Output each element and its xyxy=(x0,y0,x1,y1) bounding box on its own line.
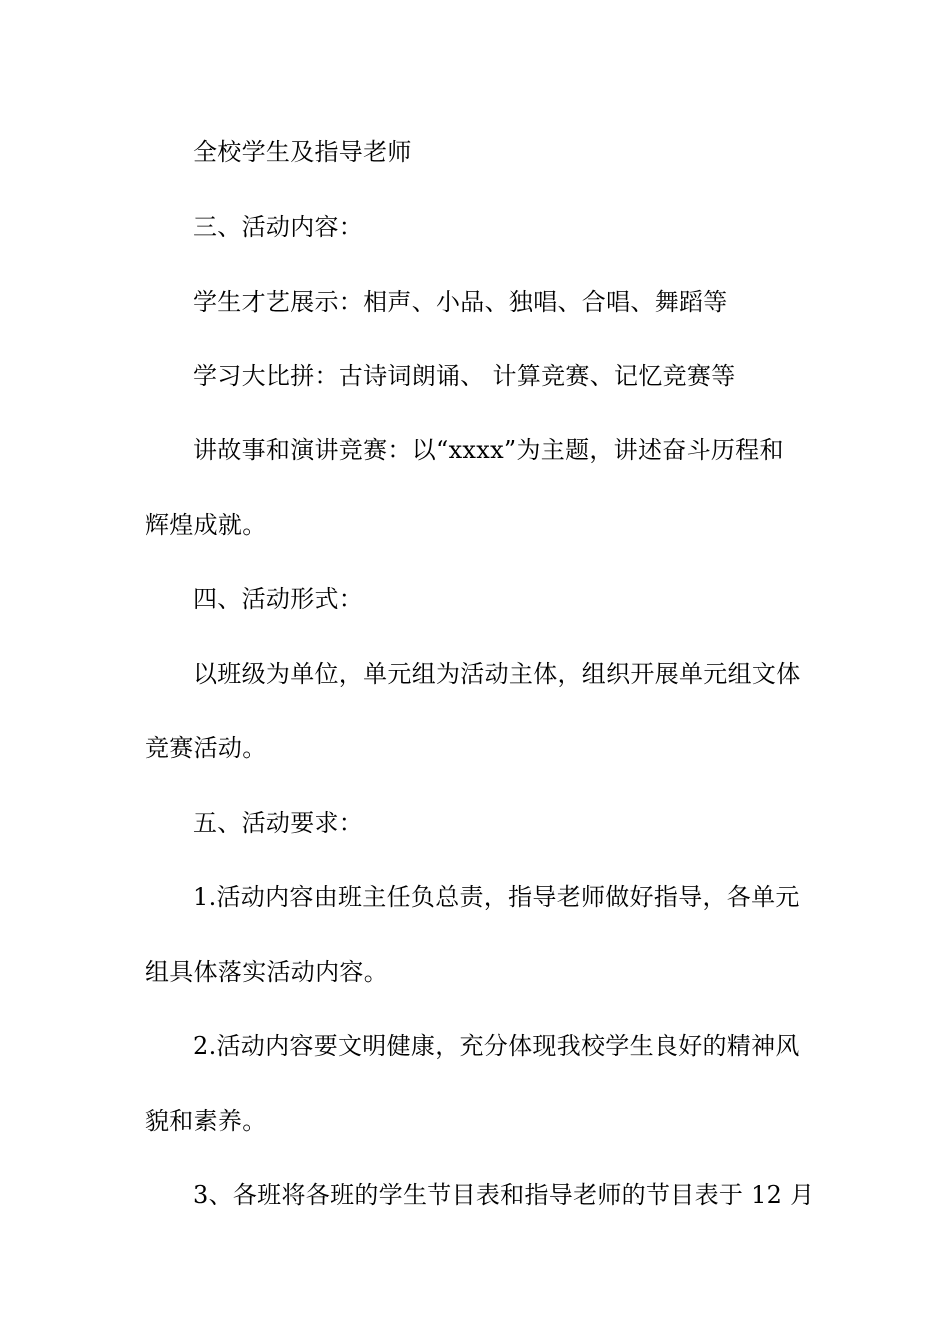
study-competition-line: 学习大比拼：古诗词朗诵、 计算竞赛、记忆竞赛等 xyxy=(193,362,736,390)
talent-show-line: 学生才艺展示：相声、小品、独唱、合唱、舞蹈等 xyxy=(193,288,728,316)
section-heading-content: 三、活动内容： xyxy=(193,213,364,241)
requirement-1-line: 1.活动内容由班主任负总责，指导老师做好指导，各单元 xyxy=(193,883,800,911)
speech-contest-line-cont: 辉煌成就。 xyxy=(145,511,267,539)
section-heading-requirements: 五、活动要求： xyxy=(193,809,364,837)
requirement-2-line: 2.活动内容要文明健康，充分体现我校学生良好的精神风 xyxy=(193,1032,800,1060)
form-line-cont: 竞赛活动。 xyxy=(145,734,267,762)
requirement-3-line: 3、各班将各班的学生节目表和指导老师的节目表于 12 月 xyxy=(193,1181,815,1209)
form-line: 以班级为单位，单元组为活动主体，组织开展单元组文体 xyxy=(193,660,801,688)
section-heading-form: 四、活动形式： xyxy=(193,585,364,613)
speech-contest-line: 讲故事和演讲竞赛：以“xxxx”为主题，讲述奋斗历程和 xyxy=(193,436,784,464)
participants-line: 全校学生及指导老师 xyxy=(193,138,412,166)
requirement-2-line-cont: 貌和素养。 xyxy=(145,1107,267,1135)
requirement-1-line-cont: 组具体落实活动内容。 xyxy=(145,958,388,986)
